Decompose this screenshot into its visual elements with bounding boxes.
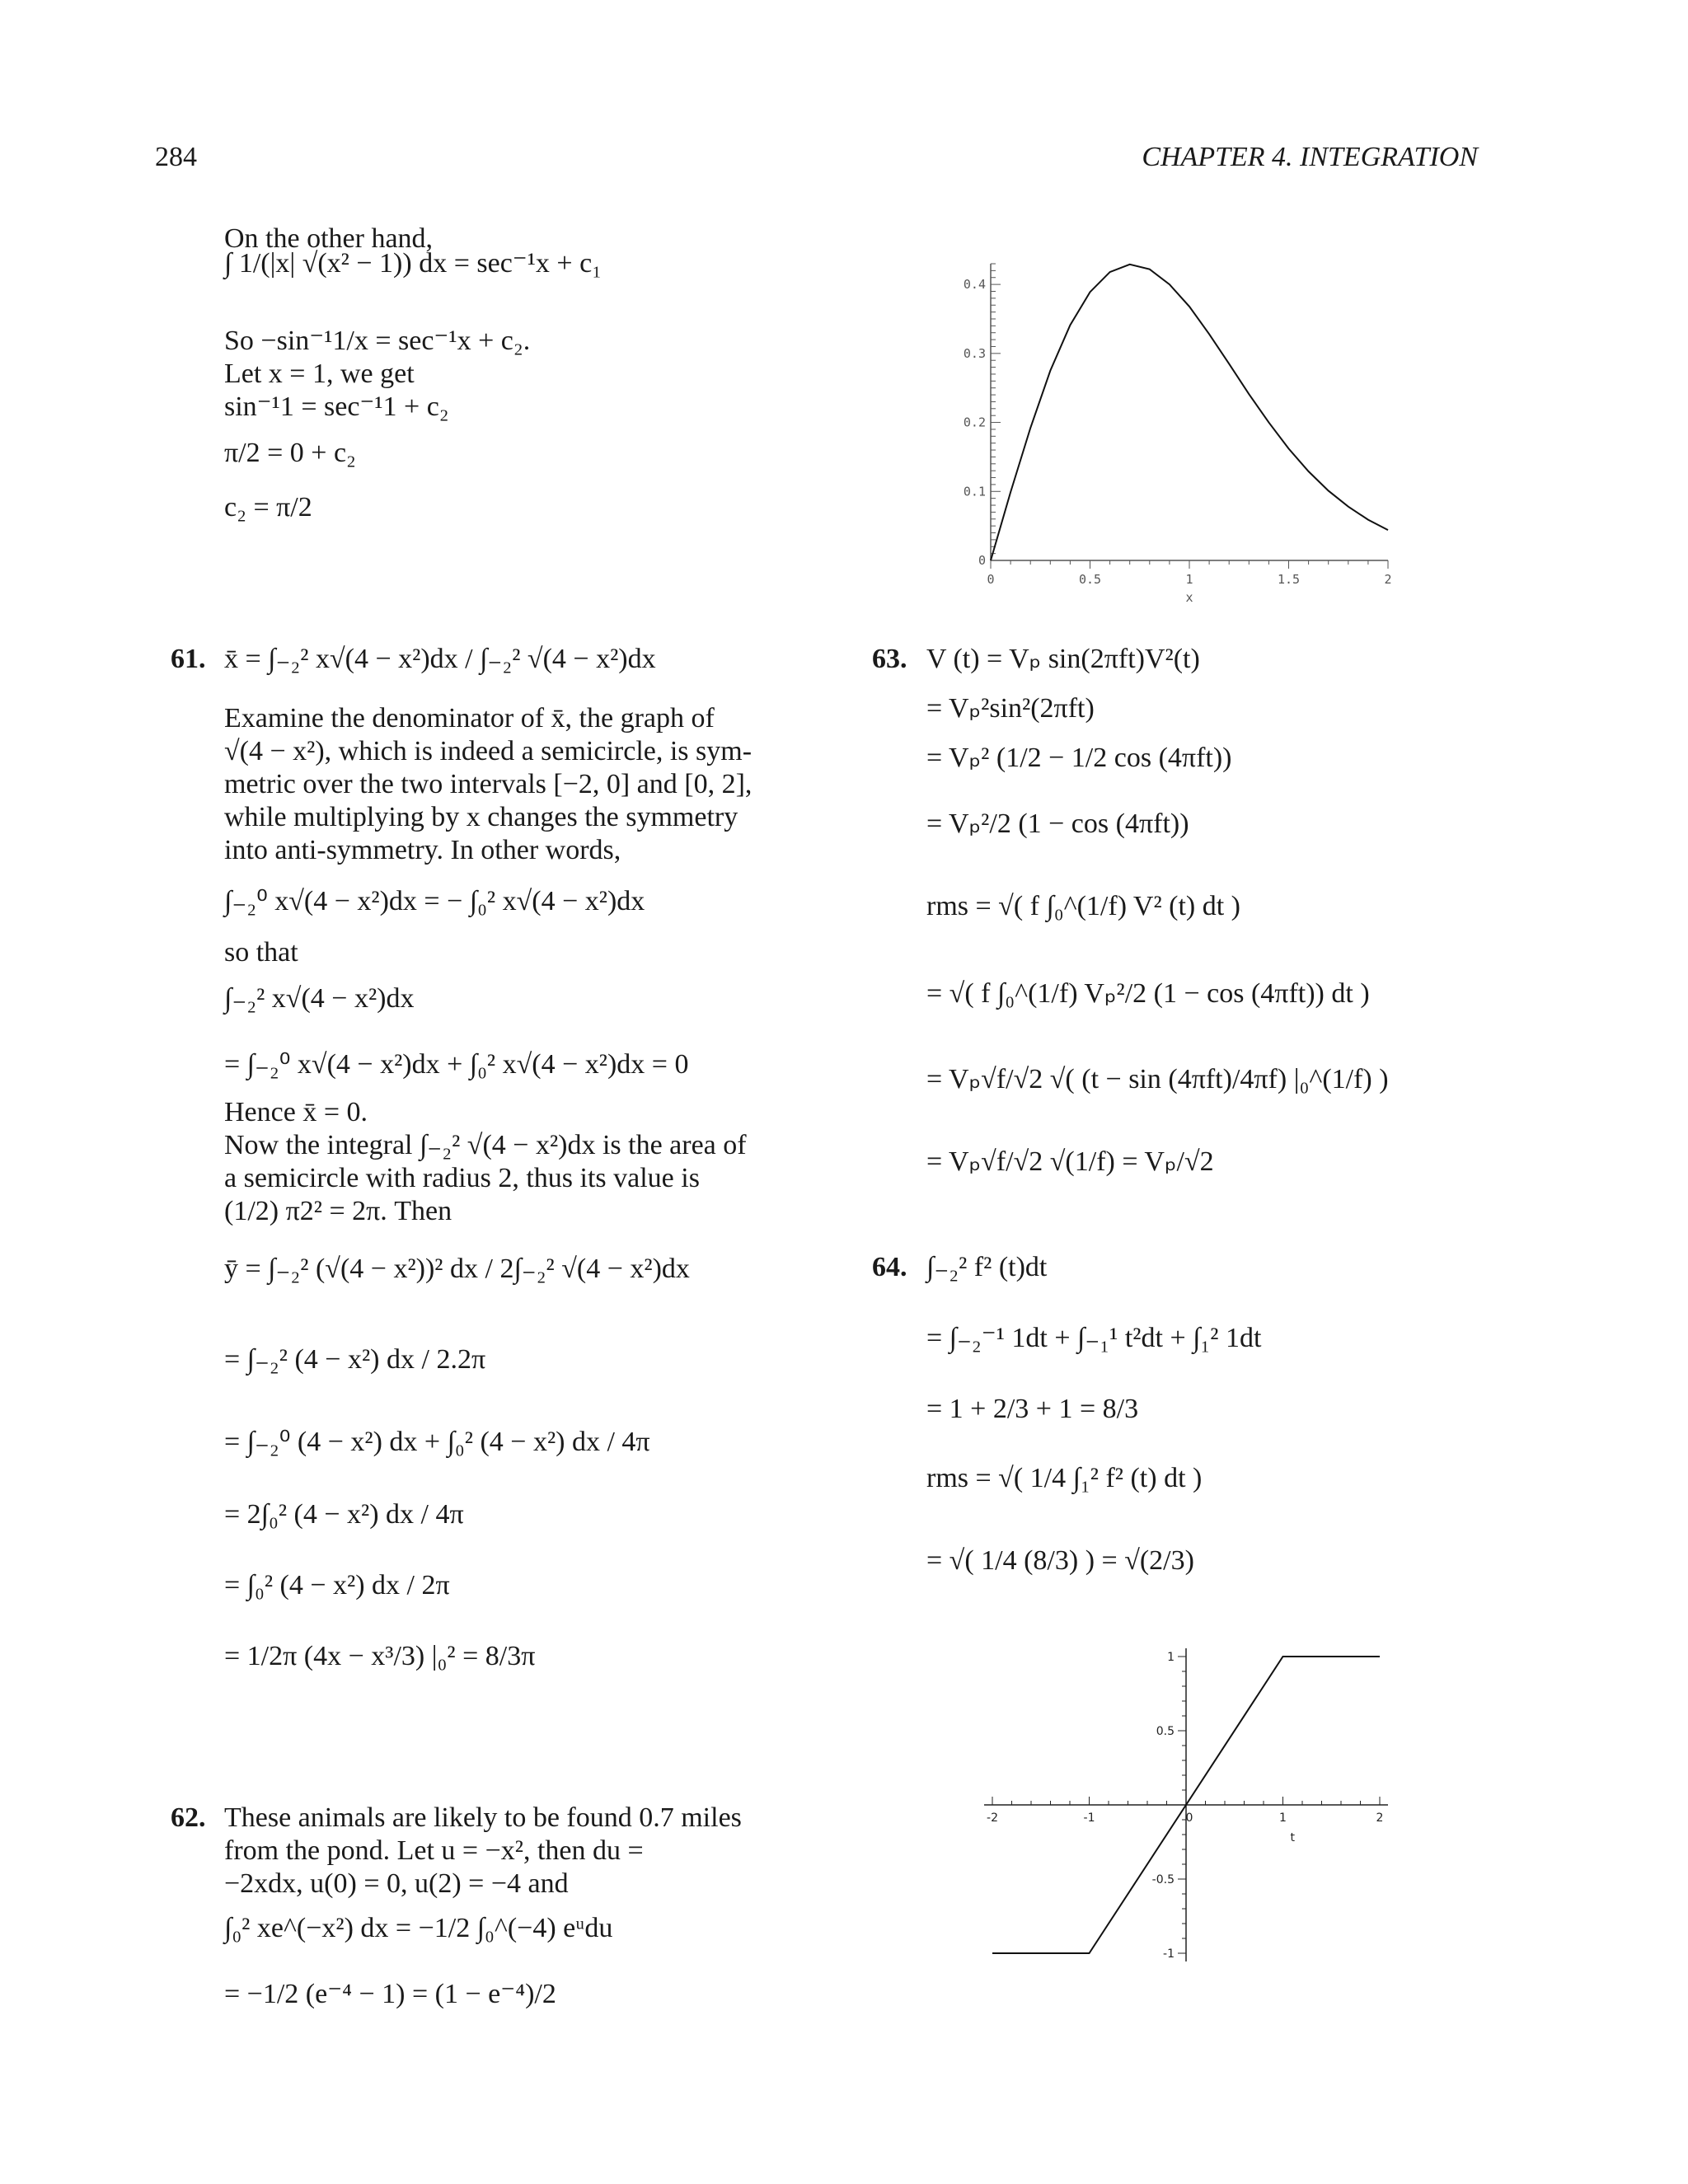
intro-line-1: On the other hand, [224, 223, 434, 254]
plot-2-chart [968, 1640, 1396, 1994]
p63-line-8: = Vₚ√f/√2 √(1/f) = Vₚ/√2 [926, 1146, 1214, 1177]
p61-line-10: = ∫₋₂⁰ x√(4 − x²)dx + ∫₀² x√(4 − x²)dx = 0 [224, 1049, 689, 1080]
p61-line-16: = ∫₋₂² (4 − x²) dx / 2.2π [224, 1344, 486, 1375]
right-column [844, 0, 1688, 2184]
plot1-x-tick-label: 2 [1384, 572, 1392, 587]
plot2-y-tick-label: 1 [1167, 1651, 1175, 1664]
p64-line-5: = √( 1/4 (8/3) ) = √(2/3) [926, 1545, 1194, 1576]
p62-line-4: ∫₀² xe^(−x²) dx = −1/2 ∫₀^(−4) eᵘdu [224, 1913, 613, 1943]
p63-line-5: rms = √( f ∫₀^(1/f) V² (t) dt ) [926, 891, 1241, 921]
p61-line-1: x̄ = ∫₋₂² x√(4 − x²)dx / ∫₋₂² √(4 − x²)dx [224, 644, 656, 674]
p61-line-2: Examine the denominator of x̄, the graph of [224, 703, 715, 733]
plot1-y-tick-label: 0 [978, 553, 986, 568]
plot1-y-tick-label: 0.3 [963, 345, 986, 361]
intro-line-5: sin⁻¹1 = sec⁻¹1 + c₂ [224, 391, 449, 422]
plot2-x-tick-label: 1 [1279, 1811, 1287, 1825]
p62-line-3: −2xdx, u(0) = 0, u(2) = −4 and [224, 1868, 569, 1899]
p62-line-2: from the pond. Let u = −x², then du = [224, 1835, 644, 1866]
p64-line-2: = ∫₋₂⁻¹ 1dt + ∫₋₁¹ t²dt + ∫₁² 1dt [926, 1323, 1262, 1353]
p61-line-11: Hence x̄ = 0. [224, 1097, 368, 1127]
plot2-x-tick-label: -2 [987, 1811, 998, 1825]
p63-line-3: = Vₚ² (1/2 − 1/2 cos (4πft)) [926, 743, 1232, 773]
p61-line-5: while multiplying by x changes the symmetry [224, 802, 738, 832]
p63-line-6: = √( f ∫₀^(1/f) Vₚ²/2 (1 − cos (4πft)) dt ) [926, 978, 1370, 1009]
p61-line-7: ∫₋₂⁰ x√(4 − x²)dx = − ∫₀² x√(4 − x²)dx [224, 886, 645, 916]
plot2-x-axis-label: t [1290, 1831, 1295, 1844]
plot2-y-tick-label: 0.5 [1156, 1725, 1175, 1738]
p61-line-20: = 1/2π (4x − x³/3) |₀² = 8/3π [224, 1641, 536, 1671]
intro-integral-formula: ∫ 1/(|x| √(x² − 1)) dx = sec⁻¹x + c₁ [224, 248, 603, 279]
plot2-x-tick-label: -1 [1083, 1811, 1095, 1825]
page-number: 284 [155, 142, 197, 172]
p62-line-1: These animals are likely to be found 0.7 miles [224, 1802, 742, 1833]
p61-line-4: metric over the two intervals [−2, 0] and [0, 2], [224, 769, 753, 799]
p61-line-8: so that [224, 937, 298, 968]
plot1-x-tick-label: 1.5 [1277, 572, 1301, 587]
plot1-x-tick-label: 1 [1185, 572, 1193, 587]
p61-line-14: (1/2) π2² = 2π. Then [224, 1196, 452, 1226]
plot1-series-line [991, 265, 1388, 560]
plot1-x-tick-label: 0 [987, 572, 995, 587]
p64-line-1: ∫₋₂² f² (t)dt [926, 1252, 1048, 1282]
p61-line-18: = 2∫₀² (4 − x²) dx / 4π [224, 1499, 464, 1530]
p62-line-5: = −1/2 (e⁻⁴ − 1) = (1 − e⁻⁴)/2 [224, 1979, 556, 2009]
intro-line-3: So −sin⁻¹1/x = sec⁻¹x + c₂. [224, 326, 531, 356]
p61-line-9: ∫₋₂² x√(4 − x²)dx [224, 983, 415, 1014]
p61-line-17: = ∫₋₂⁰ (4 − x²) dx + ∫₀² (4 − x²) dx / 4π [224, 1427, 650, 1457]
plot-1-chart [926, 247, 1404, 602]
problem-61-number: 61. [171, 644, 206, 674]
plot2-x-tick-label: 2 [1376, 1811, 1384, 1825]
p64-line-3: = 1 + 2/3 + 1 = 8/3 [926, 1394, 1139, 1424]
plot2-x-tick-label: 0 [1185, 1811, 1193, 1825]
plot1-x-axis-label: x [1185, 590, 1193, 602]
plot1-x-tick-label: 0.5 [1078, 572, 1102, 587]
p61-line-15: ȳ = ∫₋₂² (√(4 − x²))² dx / 2∫₋₂² √(4 − x²)dx [224, 1254, 690, 1284]
intro-line-4: Let x = 1, we get [224, 359, 415, 389]
p64-line-4: rms = √( 1/4 ∫₁² f² (t) dt ) [926, 1463, 1203, 1493]
plot1-y-tick-label: 0.4 [963, 277, 986, 293]
intro-line-7: c₂ = π/2 [224, 492, 312, 523]
plot2-y-tick-label: -0.5 [1151, 1873, 1175, 1886]
intro-line-6: π/2 = 0 + c₂ [224, 438, 356, 468]
p63-line-2: = Vₚ²sin²(2πft) [926, 693, 1095, 724]
p61-line-12: Now the integral ∫₋₂² √(4 − x²)dx is the area of [224, 1130, 747, 1160]
plot2-y-tick-label: -1 [1163, 1947, 1175, 1961]
chapter-title: CHAPTER 4. INTEGRATION [1142, 142, 1478, 172]
p61-line-19: = ∫₀² (4 − x²) dx / 2π [224, 1570, 450, 1601]
plot1-y-tick-label: 0.2 [963, 415, 986, 430]
problem-63-number: 63. [872, 644, 907, 674]
p61-line-13: a semicircle with radius 2, thus its value is [224, 1163, 700, 1193]
problem-62-number: 62. [171, 1802, 206, 1833]
p61-line-3: √(4 − x²), which is indeed a semicircle, is sym- [224, 736, 753, 766]
p63-line-4: = Vₚ²/2 (1 − cos (4πft)) [926, 808, 1189, 839]
p61-line-6: into anti-symmetry. In other words, [224, 835, 621, 865]
plot1-y-tick-label: 0.1 [963, 484, 986, 499]
problem-64-number: 64. [872, 1252, 907, 1282]
p63-line-7: = Vₚ√f/√2 √( (t − sin (4πft)/4πf) |₀^(1/f) ) [926, 1064, 1389, 1094]
p63-line-1: V (t) = Vₚ sin(2πft)V²(t) [926, 644, 1200, 674]
